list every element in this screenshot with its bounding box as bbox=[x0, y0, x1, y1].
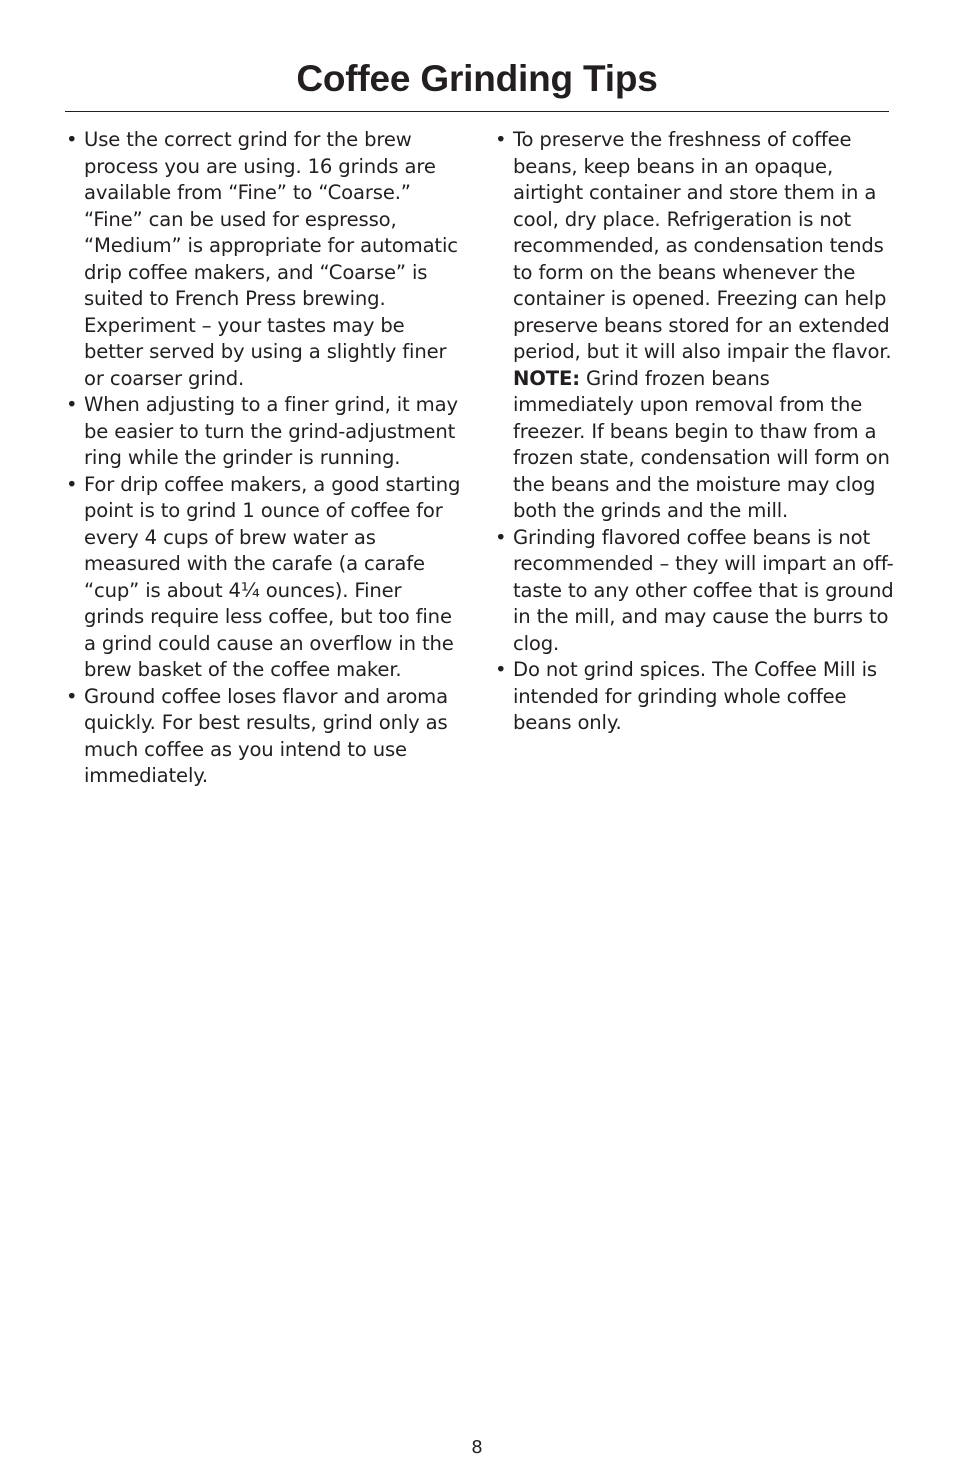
tip-text: Do not grind spices. The Coffee Mill is intended for grinding whole coffee beans only. bbox=[513, 658, 877, 734]
tips-column-left bbox=[66, 127, 461, 790]
bullet-icon: • bbox=[495, 658, 507, 681]
tip-text: To preserve the freshness of coffee beans, keep beans in an opaque, airtight container and store them in a cool, dry place. Refrigeration is not recommended, as condensation tends to form on the beans whenever the container is opened. Freezing can help preserve beans stored for an extended period, but it will also impair the flavor. bbox=[513, 128, 892, 363]
tip-item bbox=[495, 127, 895, 525]
tip-item bbox=[66, 392, 461, 472]
tip-text: Grinding flavored coffee beans is not recommended – they will impart an off-taste to any other coffee that is ground in the mill, and may cause the burrs to clog. bbox=[513, 525, 894, 655]
page-title: Coffee Grinding Tips bbox=[296, 58, 658, 99]
bullet-icon: • bbox=[66, 472, 78, 496]
note-label: NOTE: bbox=[513, 366, 580, 390]
bullet-icon: • bbox=[66, 128, 78, 151]
tip-text: Use the correct grind for the brew process you are using. 16 grinds are available from “Fine” to “Coarse.” “Fine” can be used for espresso, “Medium” is appropriate for automatic drip coffee makers, and “Coarse” is suited to French Press brewing. Experiment – your tastes may be better served by using a slightly finer or coarser grind. bbox=[84, 128, 458, 390]
tip-text: When adjusting to a finer grind, it may be easier to turn the grind-adjustment ring while the grinder is running. bbox=[84, 393, 458, 469]
title-divider bbox=[65, 111, 889, 112]
tip-item bbox=[66, 127, 461, 392]
tip-item bbox=[495, 657, 895, 737]
tip-item bbox=[66, 472, 461, 684]
bullet-icon: • bbox=[495, 128, 507, 151]
tip-item bbox=[66, 684, 461, 790]
bullet-icon: • bbox=[66, 393, 78, 416]
bullet-icon: • bbox=[66, 684, 78, 708]
tips-column-right bbox=[495, 127, 895, 737]
tip-item bbox=[495, 525, 895, 658]
bullet-icon: • bbox=[495, 525, 507, 549]
tip-text: Ground coffee loses flavor and aroma quickly. For best results, grind only as much coffee as you intend to use immediately. bbox=[84, 684, 448, 787]
note-text: Grind frozen beans immediately upon removal from the freezer. If beans begin to thaw from a frozen state, condensation will form on the beans and the moisture may clog both the grinds and the mill. bbox=[513, 366, 890, 522]
tip-text: For drip coffee makers, a good starting point is to grind 1 ounce of coffee for every 4 cups of brew water as measured with the carafe (a carafe “cup” is about 4¼ ounces). Finer grinds require less coffee, but too fine a grind could cause an overflow in the brew basket of the coffee maker. bbox=[84, 472, 461, 681]
page-number: 8 bbox=[471, 1437, 483, 1458]
